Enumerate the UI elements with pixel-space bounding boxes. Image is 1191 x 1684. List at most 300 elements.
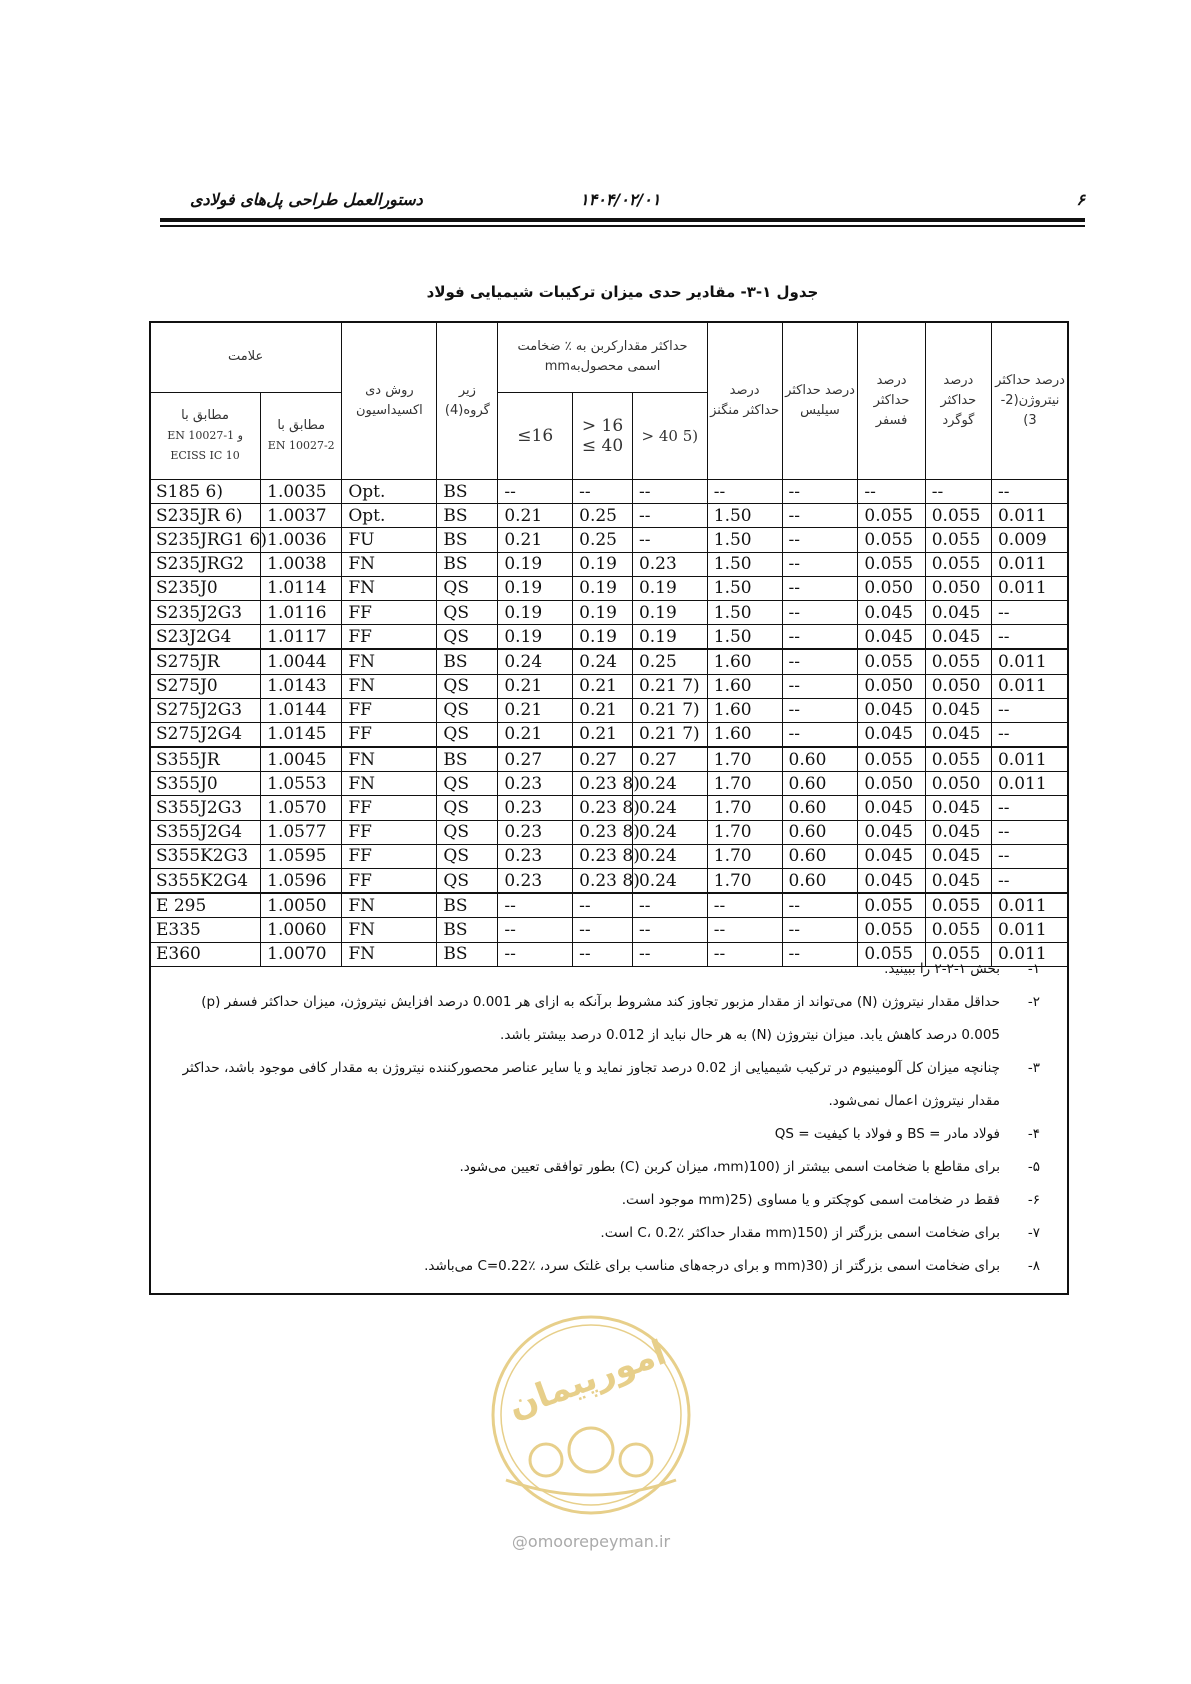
- cell: FN: [342, 576, 437, 600]
- cell: 0.011: [991, 674, 1068, 698]
- cell: FN: [342, 552, 437, 576]
- cell: --: [782, 576, 858, 600]
- cell: 1.70: [707, 796, 782, 820]
- cell: 1.0143: [261, 674, 342, 698]
- cell: 0.60: [782, 772, 858, 796]
- cell: 0.21: [498, 698, 573, 722]
- cell: 1.0037: [261, 504, 342, 528]
- cell: --: [991, 722, 1068, 747]
- cell: Opt.: [342, 504, 437, 528]
- footnote: [170, 1151, 1040, 1184]
- cell: 1.50: [707, 600, 782, 624]
- cell: S275J0: [150, 674, 261, 698]
- cell: FF: [342, 625, 437, 650]
- footnote-text: برای ضخامت اسمی بزرگتر از (30(mm و برای درجه‌های مناسب برای غلتک سرد، C=0.22٪ می‌باشد.: [424, 1258, 1000, 1274]
- cell: S275J2G4: [150, 722, 261, 747]
- cell: 1.0035: [261, 480, 342, 504]
- cell: --: [782, 504, 858, 528]
- footnote-text: برای ضخامت اسمی بزرگتر از (150(mm مقدار حداکثر C، 0.2٪ است.: [600, 1225, 1000, 1241]
- cell: S355J2G3: [150, 796, 261, 820]
- cell: --: [991, 869, 1068, 894]
- cell: BS: [437, 942, 498, 966]
- cell: 0.23: [498, 772, 573, 796]
- footnote-text: فولاد مادر = BS و فولاد با کیفیت = QS: [774, 1126, 1000, 1142]
- cell: BS: [437, 480, 498, 504]
- cell: 0.055: [858, 747, 925, 772]
- cell: S355K2G3: [150, 844, 261, 868]
- cell: --: [707, 918, 782, 942]
- cell: 1.0036: [261, 528, 342, 552]
- cell: 1.0570: [261, 796, 342, 820]
- cell: QS: [437, 844, 498, 868]
- cell: --: [632, 480, 707, 504]
- cell: 1.70: [707, 869, 782, 894]
- table-row: [150, 722, 1069, 747]
- header-c2: > 16 ≤ 40: [573, 393, 633, 480]
- cell: 0.27: [498, 747, 573, 772]
- cell: 0.011: [991, 552, 1068, 576]
- cell: QS: [437, 576, 498, 600]
- cell: S355J0: [150, 772, 261, 796]
- cell: 0.25: [632, 649, 707, 674]
- footnote: [170, 1118, 1040, 1151]
- header-p: درصد حداکثر فسفر: [858, 322, 925, 480]
- cell: 0.045: [858, 698, 925, 722]
- cell: 0.009: [991, 528, 1068, 552]
- cell: 0.19: [632, 600, 707, 624]
- cell: 0.21: [498, 504, 573, 528]
- cell: 0.23 8): [573, 820, 633, 844]
- cell: 0.21: [573, 722, 633, 747]
- cell: 1.0116: [261, 600, 342, 624]
- cell: 0.60: [782, 869, 858, 894]
- cell: FF: [342, 869, 437, 894]
- table-row: [150, 918, 1069, 942]
- cell: 0.055: [925, 552, 991, 576]
- cell: 0.60: [782, 844, 858, 868]
- cell: 0.19: [632, 625, 707, 650]
- cell: --: [782, 552, 858, 576]
- cell: 0.055: [858, 552, 925, 576]
- cell: 0.050: [858, 772, 925, 796]
- cell: 1.50: [707, 625, 782, 650]
- cell: FF: [342, 600, 437, 624]
- cell: 1.0038: [261, 552, 342, 576]
- header-subgroup: زیر گروه(4): [437, 322, 498, 480]
- footnotes: [170, 953, 1040, 1283]
- cell: 0.011: [991, 649, 1068, 674]
- cell: S235JRG1 6): [150, 528, 261, 552]
- cell: --: [632, 504, 707, 528]
- table-row: [150, 844, 1069, 868]
- header-rule-thin: [160, 225, 1085, 227]
- cell: FN: [342, 674, 437, 698]
- cell: --: [991, 480, 1068, 504]
- cell: FN: [342, 747, 437, 772]
- cell: FN: [342, 918, 437, 942]
- cell: 0.055: [925, 504, 991, 528]
- footnote-number: ۶-: [1027, 1192, 1040, 1208]
- cell: E335: [150, 918, 261, 942]
- cell: 1.50: [707, 552, 782, 576]
- cell: BS: [437, 747, 498, 772]
- cell: S275JR: [150, 649, 261, 674]
- cell: 0.055: [858, 649, 925, 674]
- cell: --: [632, 893, 707, 918]
- cell: --: [991, 600, 1068, 624]
- cell: 0.045: [925, 600, 991, 624]
- cell: 0.055: [925, 528, 991, 552]
- cell: 1.0050: [261, 893, 342, 918]
- cell: 1.60: [707, 649, 782, 674]
- cell: 1.0144: [261, 698, 342, 722]
- cell: 0.19: [498, 625, 573, 650]
- cell: S355JR: [150, 747, 261, 772]
- cell: QS: [437, 772, 498, 796]
- cell: FF: [342, 796, 437, 820]
- table-row: [150, 869, 1069, 894]
- header-title: دستورالعمل طراحی پل‌های فولادی: [190, 190, 423, 209]
- cell: --: [782, 480, 858, 504]
- cell: 1.50: [707, 528, 782, 552]
- cell: 1.60: [707, 698, 782, 722]
- table-row: [150, 504, 1069, 528]
- header-s: درصد حداکثر گوگرد: [925, 322, 991, 480]
- footnote-text: چنانچه میزان کل آلومینیوم در ترکیب شیمیایی از 0.02 درصد تجاوز نماید و یا سایر عناصر محصورکننده نیتروژن به مقدار کافی موجود باشد، حداکثر مقدار نیتروژن اعمال نمی‌شود.: [182, 1060, 1000, 1109]
- cell: 0.045: [925, 869, 991, 894]
- cell: --: [782, 918, 858, 942]
- cell: 1.0070: [261, 942, 342, 966]
- cell: 0.24: [632, 820, 707, 844]
- cell: 0.27: [573, 747, 633, 772]
- cell: 1.0553: [261, 772, 342, 796]
- cell: 0.045: [925, 820, 991, 844]
- cell: 1.0117: [261, 625, 342, 650]
- cell: FN: [342, 893, 437, 918]
- footnote-number: ۴-: [1027, 1126, 1040, 1142]
- cell: 0.011: [991, 576, 1068, 600]
- footnote-text: بخش ۱-۲-۲ را ببینید.: [884, 961, 1000, 977]
- footnote-number: ۷-: [1027, 1225, 1040, 1241]
- cell: 0.045: [858, 625, 925, 650]
- cell: 0.055: [858, 528, 925, 552]
- cell: 0.050: [858, 576, 925, 600]
- cell: --: [632, 942, 707, 966]
- cell: --: [925, 480, 991, 504]
- cell: S185 6): [150, 480, 261, 504]
- table-row: [150, 649, 1069, 674]
- page-header: [160, 190, 1085, 214]
- cell: --: [573, 480, 633, 504]
- cell: 0.27: [632, 747, 707, 772]
- cell: 1.0145: [261, 722, 342, 747]
- header-mn: درصد حداکثر منگنز: [707, 322, 782, 480]
- table-row: [150, 772, 1069, 796]
- cell: 1.0045: [261, 747, 342, 772]
- cell: 0.24: [632, 772, 707, 796]
- cell: Opt.: [342, 480, 437, 504]
- footnote-number: ۱-: [1027, 961, 1040, 977]
- cell: 0.045: [925, 844, 991, 868]
- table-row: [150, 625, 1069, 650]
- cell: 1.0596: [261, 869, 342, 894]
- cell: 0.045: [858, 844, 925, 868]
- cell: FN: [342, 942, 437, 966]
- cell: 0.055: [925, 918, 991, 942]
- header-si: درصد حداکثر سیلیس: [782, 322, 858, 480]
- cell: 0.21 7): [632, 698, 707, 722]
- cell: --: [632, 528, 707, 552]
- header-date: ۱۴۰۴/۰۲/۰۱: [580, 190, 661, 209]
- cell: BS: [437, 528, 498, 552]
- cell: --: [991, 796, 1068, 820]
- cell: S275J2G3: [150, 698, 261, 722]
- cell: S235J0: [150, 576, 261, 600]
- footnote-number: ۵-: [1027, 1159, 1040, 1175]
- footnote-number: ۳-: [1027, 1060, 1040, 1076]
- cell: 0.011: [991, 893, 1068, 918]
- cell: BS: [437, 504, 498, 528]
- cell: 0.045: [925, 796, 991, 820]
- cell: S235JRG2: [150, 552, 261, 576]
- cell: QS: [437, 722, 498, 747]
- cell: --: [573, 893, 633, 918]
- cell: 0.21: [498, 528, 573, 552]
- header-rule: [160, 218, 1085, 222]
- cell: --: [991, 820, 1068, 844]
- cell: 0.21 7): [632, 674, 707, 698]
- table-row: [150, 674, 1069, 698]
- cell: 0.19: [498, 552, 573, 576]
- header-std2-label: مطابق با: [277, 418, 326, 433]
- cell: QS: [437, 869, 498, 894]
- footnote-number: ۲-: [1027, 994, 1040, 1010]
- cell: 0.19: [632, 576, 707, 600]
- cell: 0.055: [925, 747, 991, 772]
- cell: 0.23: [498, 869, 573, 894]
- cell: 0.045: [925, 698, 991, 722]
- cell: 0.24: [632, 844, 707, 868]
- header-c1: ≤16: [498, 393, 573, 480]
- cell: BS: [437, 552, 498, 576]
- cell: --: [782, 528, 858, 552]
- header-std1: [150, 393, 261, 480]
- footnote: [170, 1052, 1040, 1118]
- cell: 0.055: [925, 893, 991, 918]
- cell: FN: [342, 649, 437, 674]
- cell: QS: [437, 820, 498, 844]
- cell: --: [498, 893, 573, 918]
- cell: 0.055: [858, 918, 925, 942]
- cell: FN: [342, 772, 437, 796]
- cell: 0.23: [632, 552, 707, 576]
- cell: QS: [437, 698, 498, 722]
- table-row: [150, 480, 1069, 504]
- header-c3: > 40 5): [632, 393, 707, 480]
- table-row: [150, 552, 1069, 576]
- cell: 0.25: [573, 504, 633, 528]
- footnote-text: حداقل مقدار نیتروژن (N) می‌تواند از مقدار مزبور تجاوز کند مشروط برآنکه به ازای هر 0.001 درصد افزایش نیتروژن، میزان حداکثر فسفر (p) 0.005 درصد کاهش یابد. میزان نیتروژن (N) به هر حال نباید از 0.012 درصد بیشتر باشد.: [201, 994, 1000, 1043]
- cell: 0.23 8): [573, 869, 633, 894]
- cell: 0.055: [858, 504, 925, 528]
- cell: 0.045: [925, 722, 991, 747]
- cell: QS: [437, 625, 498, 650]
- cell: 0.045: [858, 722, 925, 747]
- cell: S235J2G3: [150, 600, 261, 624]
- cell: 1.60: [707, 674, 782, 698]
- cell: 1.60: [707, 722, 782, 747]
- cell: 0.055: [858, 893, 925, 918]
- cell: --: [991, 698, 1068, 722]
- cell: --: [573, 918, 633, 942]
- cell: 0.23 8): [573, 844, 633, 868]
- watermark-logo-text: امورپیمان: [502, 1332, 672, 1427]
- cell: 0.23 8): [573, 772, 633, 796]
- footnote: [170, 1184, 1040, 1217]
- cell: 0.23: [498, 796, 573, 820]
- cell: S355K2G4: [150, 869, 261, 894]
- cell: --: [858, 480, 925, 504]
- table-row: [150, 600, 1069, 624]
- cell: --: [707, 480, 782, 504]
- table-row: [150, 576, 1069, 600]
- watermark-site: @omoorepeyman.ir: [511, 1532, 671, 1551]
- cell: 0.21: [573, 674, 633, 698]
- cell: --: [782, 942, 858, 966]
- cell: S235JR 6): [150, 504, 261, 528]
- cell: --: [991, 625, 1068, 650]
- header-std1-code: EN 10027-1 و ECISS IC 10: [167, 429, 243, 462]
- footnote: [170, 1250, 1040, 1283]
- cell: 0.60: [782, 796, 858, 820]
- cell: 0.24: [632, 796, 707, 820]
- cell: E360: [150, 942, 261, 966]
- cell: 1.50: [707, 576, 782, 600]
- cell: QS: [437, 674, 498, 698]
- cell: --: [498, 918, 573, 942]
- cell: 0.011: [991, 747, 1068, 772]
- cell: --: [632, 918, 707, 942]
- cell: 0.21: [498, 674, 573, 698]
- cell: 0.19: [498, 600, 573, 624]
- cell: 0.19: [498, 576, 573, 600]
- cell: 0.050: [925, 772, 991, 796]
- cell: 0.045: [858, 600, 925, 624]
- table-row: [150, 820, 1069, 844]
- cell: 0.24: [573, 649, 633, 674]
- cell: --: [991, 844, 1068, 868]
- cell: 0.045: [925, 625, 991, 650]
- cell: --: [782, 893, 858, 918]
- cell: 0.21: [498, 722, 573, 747]
- cell: BS: [437, 649, 498, 674]
- header-deox: روش دی اکسیداسیون: [342, 322, 437, 480]
- cell: BS: [437, 893, 498, 918]
- footnote: [170, 953, 1040, 986]
- cell: 0.19: [573, 552, 633, 576]
- cell: 0.24: [498, 649, 573, 674]
- cell: FF: [342, 698, 437, 722]
- table-caption: جدول ۱-۳- مقادیر حدی میزان ترکیبات شیمیایی فولاد: [426, 283, 819, 301]
- cell: 0.19: [573, 625, 633, 650]
- footnote-text: فقط در ضخامت اسمی کوچکتر و یا مساوی (25(mm موجود است.: [621, 1192, 1000, 1208]
- cell: 0.21: [573, 698, 633, 722]
- cell: FF: [342, 844, 437, 868]
- header-std2-code: EN 10027-2: [267, 439, 335, 452]
- footnote: [170, 1217, 1040, 1250]
- cell: S355J2G4: [150, 820, 261, 844]
- table-row: [150, 698, 1069, 722]
- cell: 1.50: [707, 504, 782, 528]
- composition-table: [149, 321, 1069, 967]
- cell: FF: [342, 820, 437, 844]
- cell: 1.0060: [261, 918, 342, 942]
- table-row: [150, 796, 1069, 820]
- cell: 0.011: [991, 772, 1068, 796]
- cell: 0.045: [858, 796, 925, 820]
- cell: 0.011: [991, 942, 1068, 966]
- cell: 0.045: [858, 869, 925, 894]
- footnote: [170, 986, 1040, 1052]
- cell: FU: [342, 528, 437, 552]
- cell: 0.19: [573, 600, 633, 624]
- cell: --: [782, 698, 858, 722]
- cell: --: [707, 893, 782, 918]
- cell: 0.25: [573, 528, 633, 552]
- cell: 1.70: [707, 844, 782, 868]
- cell: 0.011: [991, 918, 1068, 942]
- table-row: [150, 528, 1069, 552]
- cell: 0.050: [925, 576, 991, 600]
- cell: 1.70: [707, 820, 782, 844]
- cell: --: [782, 649, 858, 674]
- cell: 0.045: [858, 820, 925, 844]
- cell: 1.0595: [261, 844, 342, 868]
- cell: 0.23: [498, 844, 573, 868]
- cell: S23J2G4: [150, 625, 261, 650]
- header-std2: [261, 393, 342, 480]
- cell: BS: [437, 918, 498, 942]
- header-std1-label: مطابق با: [181, 408, 229, 423]
- cell: 0.055: [858, 942, 925, 966]
- cell: 0.60: [782, 747, 858, 772]
- cell: 0.19: [573, 576, 633, 600]
- cell: 1.70: [707, 747, 782, 772]
- footnote-text: برای مقاطع با ضخامت اسمی بیشتر از (100(mm، میزان کربن (C) بطور توافقی تعیین می‌شود.: [459, 1159, 1000, 1175]
- cell: E 295: [150, 893, 261, 918]
- table-row: [150, 747, 1069, 772]
- cell: --: [498, 480, 573, 504]
- table-row: [150, 893, 1069, 918]
- cell: 0.60: [782, 820, 858, 844]
- watermark-logo: [486, 1310, 696, 1520]
- cell: 0.23: [498, 820, 573, 844]
- cell: --: [707, 942, 782, 966]
- header-n: درصد حداکثر نیتروژن(2-3): [991, 322, 1068, 480]
- cell: 0.055: [925, 942, 991, 966]
- cell: 1.0114: [261, 576, 342, 600]
- cell: --: [782, 600, 858, 624]
- page-number: ۶: [1076, 190, 1085, 209]
- cell: 0.011: [991, 504, 1068, 528]
- cell: 1.0577: [261, 820, 342, 844]
- cell: --: [782, 625, 858, 650]
- cell: --: [782, 722, 858, 747]
- cell: QS: [437, 796, 498, 820]
- cell: --: [782, 674, 858, 698]
- cell: QS: [437, 600, 498, 624]
- cell: --: [573, 942, 633, 966]
